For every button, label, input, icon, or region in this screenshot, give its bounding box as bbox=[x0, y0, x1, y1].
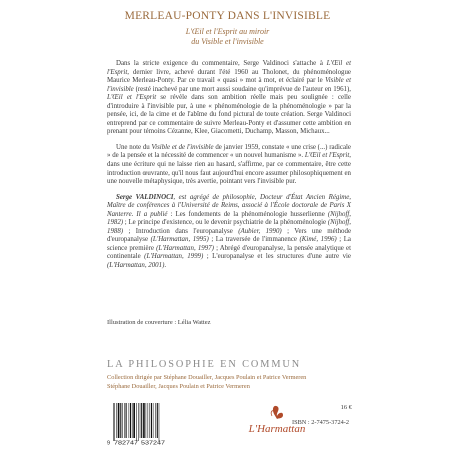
series-editors-line1: Collection dirigée par Stéphane Douailler, Jacques Poulain et Patrice Vermeren bbox=[107, 374, 307, 381]
text-run: ; Vers une méthode d'europanalyse bbox=[107, 227, 351, 244]
barcode-prefix: 9 bbox=[107, 440, 111, 446]
text-run: Une note du bbox=[116, 143, 152, 151]
blurb-paragraph-1 bbox=[107, 60, 351, 137]
author-role: , est agrégé de philosophie, Docteur d'État Ancien Régime, Maître de conférences à l'Université de Reims, associé à l'École doctorale de Paris X Nanterre. Il a publié bbox=[107, 193, 352, 218]
barcode-digits-left: 782747 bbox=[114, 440, 138, 446]
isbn-barcode bbox=[107, 402, 169, 446]
barcode-bar bbox=[120, 403, 121, 438]
publication-ref: (Aubier, 1990) bbox=[238, 227, 282, 235]
barcode-bar bbox=[141, 403, 142, 438]
blurb-text bbox=[107, 60, 351, 278]
barcode-bar bbox=[148, 403, 149, 438]
barcode-bar bbox=[130, 403, 131, 438]
barcode-bar bbox=[129, 403, 130, 438]
text-run: ; La science première bbox=[107, 236, 351, 252]
text-run: ; Le principe d'existence, ou le devenir psychiatrie de la phénoménologie bbox=[123, 219, 328, 227]
barcode-bar bbox=[118, 403, 120, 438]
flame-icon bbox=[273, 406, 283, 419]
barcode-bar bbox=[113, 403, 114, 441]
barcode-bar bbox=[157, 403, 158, 438]
publication-ref: (Nijhoff, 1988) bbox=[107, 219, 351, 235]
barcode-bar bbox=[136, 403, 137, 441]
publication-ref: (L'Harmattan, 2001) bbox=[107, 262, 165, 270]
barcode-bar bbox=[116, 403, 117, 438]
author-name: Serge VALDINOCI bbox=[116, 193, 174, 201]
barcode-bar bbox=[159, 403, 160, 441]
book-title: MERLEAU-PONTY DANS L'INVISIBLE bbox=[124, 10, 331, 22]
text-run: . bbox=[164, 262, 167, 270]
barcode-bar bbox=[150, 403, 151, 438]
publication-ref: (L'Harmattan, 1995) bbox=[150, 236, 209, 244]
barcode-bar bbox=[114, 403, 115, 441]
book-subtitle-line2: du Visible et l'invisible bbox=[191, 37, 264, 46]
publication-ref: (Nijhoff, 1982) bbox=[107, 210, 351, 227]
publisher-name: L'Harmattan bbox=[248, 423, 306, 435]
barcode-bars bbox=[113, 403, 159, 441]
text-run: , dans une écriture qui ne laisse rien au hasard, s'affirme, par ce commentaire, être cette introduction œuvrante, qu'il nous faut aujourd'hui encore assumer philosophiquement en une nouvelle métaphysique, très avertie, pointant vers l'invisible pur. bbox=[107, 152, 351, 186]
barcode-bar bbox=[132, 403, 133, 438]
text-run: Dans la stricte exigence du commentaire, Serge Valdinoci s'attache à bbox=[116, 60, 327, 67]
barcode-bar bbox=[140, 403, 141, 438]
barcode-bar bbox=[122, 403, 123, 438]
book-reference: L'Œil et l'Esprit bbox=[304, 152, 350, 160]
author-bio bbox=[107, 194, 351, 271]
text-run: , dernier livre, achevé durant l'été 1960 au Tholonet, du phénoménologue Maurice Merleau-Ponty. Par ce travail « quasi » mot à mot, et éclairé par le bbox=[107, 68, 351, 85]
barcode-bar bbox=[155, 403, 156, 438]
barcode-bar bbox=[143, 403, 145, 438]
text-run: (resté inachevé par une mort aussi soudaine qu'imprévue de l'auteur en 1961), bbox=[133, 85, 351, 93]
text-run: ; L'europanalyse et les structures d'une autre vie bbox=[203, 253, 351, 261]
barcode-digits-right: 537247 bbox=[141, 440, 165, 446]
book-reference: L'Œil et l'Esprit bbox=[107, 60, 351, 76]
text-run: ; Abrégé d'europanalyse, la pensée analytique et continentale bbox=[107, 244, 351, 261]
illustration-credit: Illustration de couverture : Lélia Wattez bbox=[107, 319, 211, 326]
book-subtitle-line1: L'Œil et l'Esprit au miroir bbox=[185, 27, 270, 36]
barcode-bar bbox=[146, 403, 147, 438]
barcode-bar bbox=[124, 403, 125, 438]
barcode-bar bbox=[153, 403, 154, 438]
text-run: de janvier 1959, constate « une crise (...) radicale » de la pensée et la nécessité de commencer « un nouvel humanisme ». bbox=[107, 143, 351, 160]
text-run: se révèle dans son ambition réelle mais peu soulignée : celle d'introduire à l'invisible pur, à une « phénoménologie de la phénoménologie » par la pensée, ici, de la cime et de l'abîme du fond pictural de toute création. Serge Valdinoci entreprend par ce commentaire de suivre Merleau-Ponty et d'assumer cette ambition en prenant pour témoins Cézanne, Klee, Giacometti, Duchamp, Masson, Michaux... bbox=[107, 94, 351, 136]
publication-ref: (L'Harmattan, 1999) bbox=[144, 253, 204, 261]
book-reference: Visible et de l'invisible bbox=[151, 143, 214, 151]
text-run: ; Introduction dans l'europanalyse bbox=[123, 227, 239, 235]
publication-ref: (L'Harmattan, 1997) bbox=[156, 244, 214, 252]
barcode-bar bbox=[151, 403, 152, 438]
book-reference: Visible et l'invisible bbox=[107, 77, 351, 93]
barcode-bar bbox=[126, 403, 127, 438]
text-run: ; La traversée de l'immanence bbox=[208, 236, 300, 244]
series-editors-line2: Stéphane Douailler, Jacques Poulain et Patrice Vermeren bbox=[107, 383, 250, 390]
series-name: LA PHILOSOPHIE EN COMMUN bbox=[107, 359, 302, 370]
barcode-bar bbox=[138, 403, 139, 441]
price-label: 16 € bbox=[340, 404, 352, 411]
text-run: : Les fondements de la phénoménologie husserlienne bbox=[167, 210, 328, 218]
blurb-paragraph-2 bbox=[107, 144, 351, 187]
isbn-number: ISBN : 2-7475-3724-2 bbox=[292, 419, 350, 426]
barcode-bar bbox=[133, 403, 135, 438]
publication-ref: (Kimé, 1996) bbox=[299, 236, 337, 244]
book-reference: L'Œil et l'Esprit bbox=[107, 94, 157, 102]
